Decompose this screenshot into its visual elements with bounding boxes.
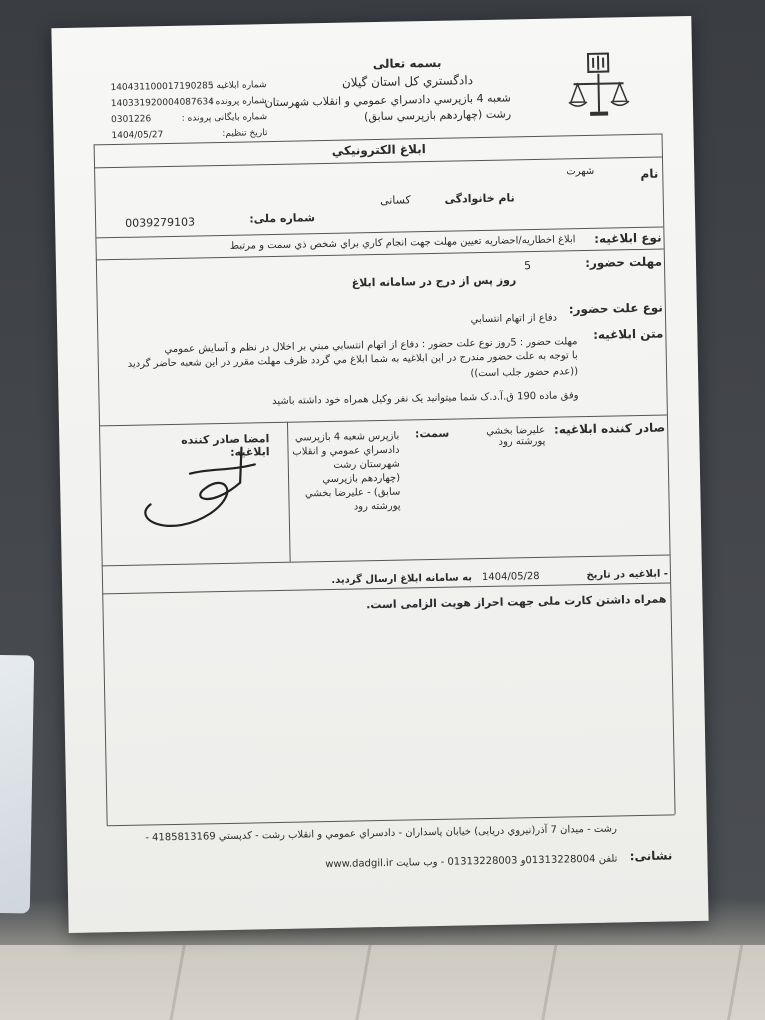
name-label: نام xyxy=(640,166,659,181)
reason-value: دفاع از اتهام انتسابي xyxy=(470,312,558,326)
deadline-days: 5 xyxy=(523,259,532,273)
notice-document xyxy=(51,16,708,933)
delivery-text: به سامانه ابلاغ ارسال گردید. xyxy=(331,572,473,586)
deadline-label: مهلت حضور: xyxy=(584,254,663,271)
national-id-label: شماره ملی: xyxy=(249,211,316,226)
issuer-name: علیرضا بخشي پورشته رود xyxy=(486,424,546,448)
national-id: 0039279103 xyxy=(125,215,196,230)
deadline-text: روز پس از درج در سامانه ابلاغ xyxy=(351,273,517,290)
case-no: 140331920004087634 xyxy=(110,97,214,110)
notice-no: 140431100017190285 xyxy=(110,81,214,94)
id-card-edge xyxy=(0,654,34,913)
type-label: نوع ابلاغیه: xyxy=(594,230,662,246)
case-no-label: شماره پرونده : xyxy=(209,96,267,108)
text-line-1: مهلت حضور : 5روز نوع علت حضور : دفاع از اتهام انتسابي مبني بر اخلال در نظم و آسايش عمومي xyxy=(164,336,578,356)
delivery-date: 1404/05/28 xyxy=(481,570,540,584)
notice-no-label: شماره ابلاغیه : xyxy=(210,80,267,92)
reason-label: نوع علت حضور: xyxy=(568,300,663,317)
address-line-2: تلفن 01313228004و 01313228003 - وب سایت www.dadgil.ir xyxy=(325,853,618,871)
branch-line-1: شعبه 4 بازپرسي دادسراي عمومي و انقلاب شهرستان xyxy=(264,91,511,110)
judiciary-emblem-icon xyxy=(567,49,630,122)
text-line-2: با توجه به علت حضور مندرج در این ابلاغیه به شما ابلاغ مي گردد ظرف مهلت مقرر در این شعبه حاضر گردید xyxy=(127,350,578,370)
role-line-6: پورشته رود xyxy=(353,500,401,513)
address-label: نشانی: xyxy=(629,848,673,864)
text-line-3: ((عدم حضور جلب است)) xyxy=(470,366,579,380)
family-label: نام خانوادگی xyxy=(444,191,515,206)
issuer-role xyxy=(279,430,401,516)
sign-label: امضا صادر کننده ابلاغیه: xyxy=(181,432,270,459)
issuer-label: صادر کننده ابلاغیه: xyxy=(553,420,666,437)
role-label: سمت: xyxy=(414,426,450,441)
role-line-5: سابق) - علیرضا بخشي xyxy=(304,486,401,500)
type-value: ابلاغ اخطاریه/احضاریه تعیین مهلت جهت انجام کاري براي شخص ذي سمت و مرتبط xyxy=(229,234,576,252)
text-line-4: وفق ماده 190 ق.آ.د.ک شما میتوانید یک نفر وکیل همراه خود داشته باشید xyxy=(271,390,579,408)
branch-line-2: رشت (چهاردهم بازپرسي سابق) xyxy=(363,107,512,124)
delivery-label: - ابلاغیه در تاریخ xyxy=(586,568,669,582)
surname-label: شهرت xyxy=(566,165,595,178)
signature xyxy=(129,442,261,534)
floor-background xyxy=(0,945,765,1020)
role-line-3: شهرستان رشت xyxy=(333,458,400,471)
role-line-2: دادسراي عمومي و انقلاب xyxy=(292,444,400,458)
date-label: تاریخ تنظیم: xyxy=(222,128,268,139)
id-card-note: همراه داشتن کارت ملی جهت احراز هویت الزامی است. xyxy=(366,592,667,612)
issue-date: 1404/05/27 xyxy=(111,130,164,142)
role-line-4: (چهاردهم بازپرسي xyxy=(322,472,401,486)
role-line-1: بازپرس شعبه 4 بازپرسي xyxy=(294,430,400,444)
archive-no: 0301226 xyxy=(111,114,152,126)
court-name: دادگستري کل استان گیلان xyxy=(341,73,474,90)
archive-label: شماره بایگانی پرونده : xyxy=(181,112,268,124)
bismillah: بسمه تعالی xyxy=(372,55,442,72)
family-value: کسانی xyxy=(379,193,411,207)
notice-type-title: ابلاغ الكترونيكي xyxy=(331,142,426,158)
address-line-1: رشت - میدان 7 آذر(نیروي دریایی) خیابان پاسداران - دادسراي عمومي و انقلاب رشت - کدپستي 4185813169 - xyxy=(145,823,617,844)
text-label: متن ابلاغیه: xyxy=(593,326,664,342)
